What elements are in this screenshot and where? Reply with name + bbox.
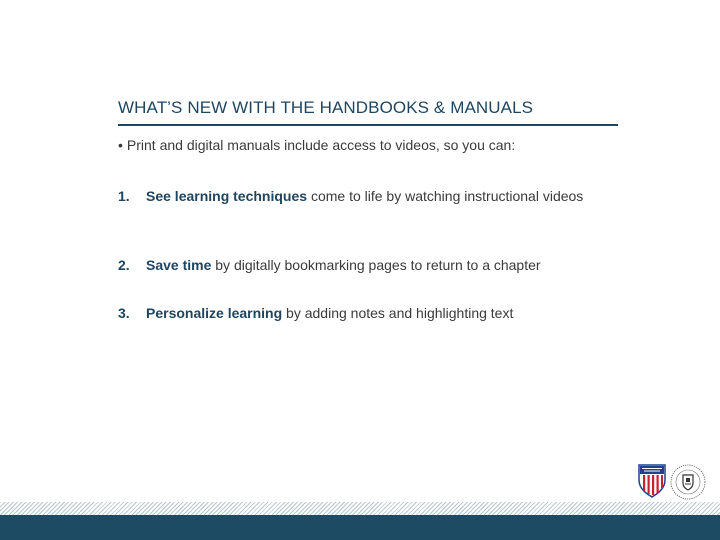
list-item-text — [146, 255, 626, 275]
list-item-bold: Personalize learning — [146, 305, 283, 321]
list-item-number: 3. — [118, 305, 130, 321]
intro-text: Print and digital manuals include access to videos, so you can: — [126, 137, 516, 153]
list-item-bold: Save time — [146, 257, 212, 273]
slide-title: WHAT’S NEW WITH THE HANDBOOKS & MANUALS — [118, 98, 534, 117]
list-item-bold: See learning techniques — [146, 188, 308, 204]
seal-logo-icon — [669, 463, 707, 501]
list-item-number: 2. — [118, 257, 130, 273]
intro-bullet-line — [118, 137, 638, 153]
bullet-icon: • — [118, 137, 123, 153]
footer-hatch-band — [0, 502, 720, 515]
list-item-number: 1. — [118, 188, 130, 204]
list-item-text — [146, 303, 626, 323]
list-item-rest: by adding notes and highlighting text — [282, 305, 514, 321]
list-item-rest: by digitally bookmarking pages to return to a chapter — [211, 257, 541, 273]
footer-bar — [0, 515, 720, 540]
list-item-text — [146, 186, 626, 206]
shield-logo-icon — [637, 462, 667, 498]
title-underline — [118, 124, 618, 126]
list-item-rest: come to life by watching instructional videos — [307, 188, 584, 204]
